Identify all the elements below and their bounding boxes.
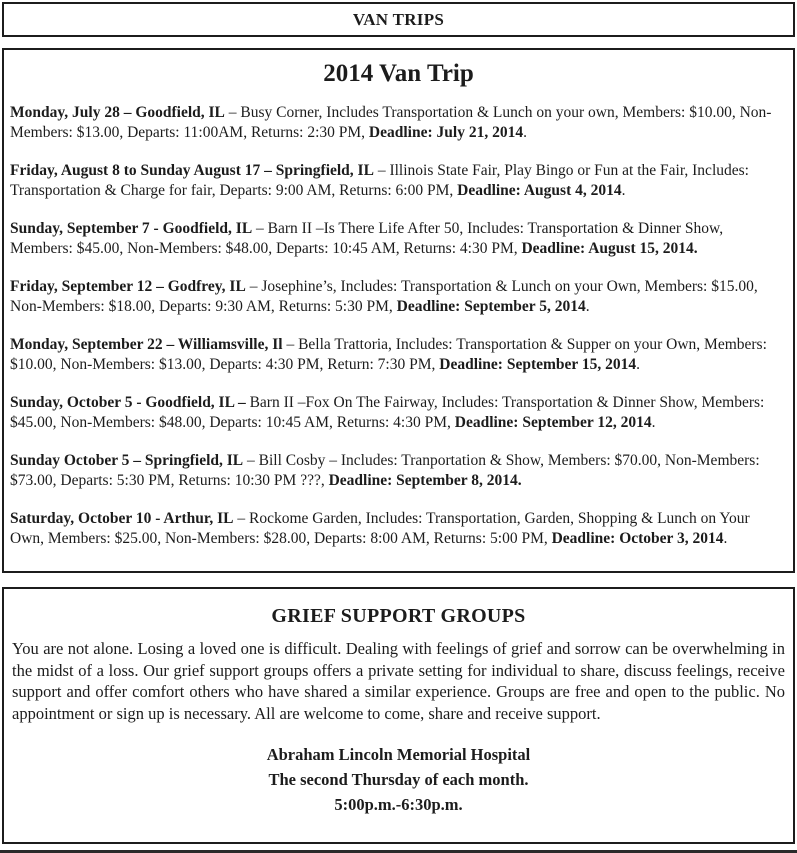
trip-entry <box>10 451 787 490</box>
trip-details: – Barn II –Is There Life After 50, Includes: Transportation & Dinner Show, Members: $45.00, Non-Members: $48.00, Departs: 10:45 AM, Returns: 4:30 PM, <box>10 220 724 257</box>
grief-support-footer <box>12 742 785 817</box>
grief-support-section <box>2 587 795 844</box>
trip-entry <box>10 103 787 142</box>
trip-tail: . <box>621 181 626 199</box>
trip-deadline: Deadline: September 5, 2014 <box>396 297 586 315</box>
trip-tail: . <box>585 297 590 315</box>
trip-tail: . <box>651 413 656 431</box>
van-trips-section <box>2 48 795 573</box>
trip-deadline: Deadline: July 21, 2014 <box>368 123 524 141</box>
trip-deadline: Deadline: September 8, 2014. <box>328 471 522 489</box>
trip-date-location: Sunday October 5 – Springfield, IL <box>10 452 244 469</box>
trip-entry <box>10 219 787 258</box>
trip-date-location: Saturday, October 10 - Arthur, IL <box>10 510 234 527</box>
trip-deadline: Deadline: August 15, 2014. <box>521 239 698 257</box>
van-trips-header-title: VAN TRIPS <box>352 9 445 29</box>
trip-details: – Josephine’s, Includes: Transportation & Lunch on your Own, Members: $15.00, Non-Members: $18.00, Departs: 9:30 AM, Returns: 5:30 PM, <box>10 278 758 315</box>
trip-entry <box>10 393 787 432</box>
trip-entry <box>10 277 787 316</box>
trip-details: – Illinois State Fair, Play Bingo or Fun at the Fair, Includes: Transportation & Charge for fair, Departs: 9:00 AM, Returns: 6:00 PM, <box>10 162 749 199</box>
trip-tail: . <box>523 123 527 141</box>
trip-deadline: Deadline: August 4, 2014 <box>457 181 622 199</box>
trip-date-location: Sunday, October 5 - Goodfield, IL – <box>10 394 246 411</box>
trip-date-location: Monday, July 28 – Goodfield, IL <box>10 104 225 121</box>
trip-entry <box>10 161 787 200</box>
van-trips-section-title: 2014 Van Trip <box>323 60 474 87</box>
trip-tail: . <box>723 529 728 547</box>
trip-date-location: Sunday, September 7 - Goodfield, IL <box>10 220 253 237</box>
trip-tail: . <box>636 355 641 373</box>
grief-support-title: GRIEF SUPPORT GROUPS <box>271 605 526 627</box>
grief-footer-time: 5:00p.m.-6:30p.m. <box>334 795 463 814</box>
trip-details: – Busy Corner, Includes Transportation & Lunch on your own, Members: $10.00, Non-Members: $13.00, Departs: 11:00AM, Returns: 2:30 PM, <box>10 104 772 141</box>
grief-footer-hospital: Abraham Lincoln Memorial Hospital <box>266 745 531 764</box>
trip-entry <box>10 335 787 374</box>
trip-deadline: Deadline: September 12, 2014 <box>454 413 652 431</box>
trip-date-location: Monday, September 22 – Williamsville, Il <box>10 336 283 353</box>
trip-details: – Rockome Garden, Includes: Transportation, Garden, Shopping & Lunch on Your Own, Members: $25.00, Non-Members: $28.00, Departs: 8:00 AM, Returns: 5:00 PM, <box>10 510 750 547</box>
trip-date-location: Friday, September 12 – Godfrey, IL <box>10 278 246 295</box>
trip-details: – Bill Cosby – Includes: Tranportation & Show, Members: $70.00, Non-Members: $73.00, Departs: 5:30 PM, Returns: 10:30 PM ???, <box>10 452 760 489</box>
grief-footer-schedule: The second Thursday of each month. <box>268 770 529 789</box>
van-trips-header-box <box>2 2 795 37</box>
trip-details: Barn II –Fox On The Fairway, Includes: Transportation & Dinner Show, Members: $45.00, Non-Members: $48.00, Departs: 10:45 AM, Returns: 4:30 PM, <box>10 394 765 431</box>
grief-support-paragraph: You are not alone. Losing a loved one is difficult. Dealing with feelings of grief and sorrow can be overwhelming in the midst of a loss. Our grief support groups offers a private setting for individual to share, discuss feelings, receive support and offer comfort others who have shared a similar experience. Groups are free and open to the public. No appointment or sign up is necessary. All are welcome to come, share and receive support. <box>12 639 785 723</box>
trip-entry <box>10 509 787 548</box>
trip-date-location: Friday, August 8 to Sunday August 17 – Springfield, IL <box>10 162 374 179</box>
trip-details: – Bella Trattoria, Includes: Transportation & Supper on your Own, Members: $10.00, Non-Members: $13.00, Departs: 4:30 PM, Return: 7:30 PM, <box>10 336 767 373</box>
trip-deadline: Deadline: October 3, 2014 <box>551 529 724 547</box>
trip-deadline: Deadline: September 15, 2014 <box>439 355 637 373</box>
